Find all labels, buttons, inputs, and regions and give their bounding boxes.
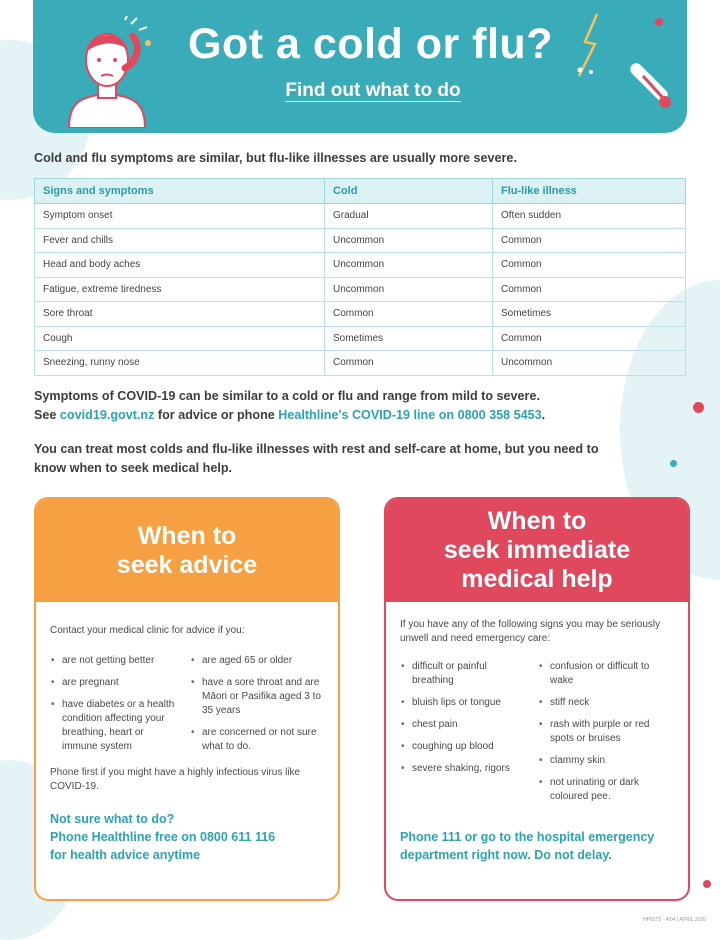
header-dot-red (655, 18, 663, 26)
table-cell: Sometimes (493, 302, 686, 327)
advice-intro: Contact your medical clinic for advice if you: (50, 625, 245, 636)
page-title: Got a cold or flu? (188, 20, 553, 68)
page-subtitle: Find out what to do (285, 80, 461, 101)
list-item: • are aged 65 or older (202, 654, 322, 668)
heading-line: When to (487, 507, 587, 535)
header-banner (33, 0, 687, 133)
heading-line: medical help (461, 565, 613, 593)
immediate-help-heading (386, 499, 688, 602)
urgent-list (400, 660, 530, 812)
list-item: • rash with purple or red spots or bruises (550, 718, 668, 746)
list-item: • are concerned or not sure what to do. (202, 726, 322, 754)
table-row (35, 277, 686, 302)
urgent-list-columns (400, 660, 674, 812)
seek-advice-heading (36, 499, 338, 602)
table-cell: Gradual (325, 204, 493, 229)
list-item: • have a sore throat and are Māori or Pasifika aged 3 to 35 years (202, 676, 322, 718)
heading-line: seek immediate (443, 536, 631, 564)
table-cell: Common (493, 277, 686, 302)
healthline-phone-number[interactable]: 0800 611 116 (200, 830, 276, 844)
advice-note: Phone first if you might have a highly infectious virus like COVID-19. (50, 767, 301, 792)
table-cell: Common (493, 253, 686, 278)
intro-text: Cold and flu symptoms are similar, but flu-like illnesses are usually more severe. (34, 151, 517, 165)
emergency-phone-number[interactable]: 111 (441, 830, 462, 844)
table-header-row (35, 179, 686, 204)
document-code: HP8172 · 4/04 | APRIL 2020 (643, 917, 706, 923)
covid-website-link[interactable]: covid19.govt.nz (59, 408, 155, 422)
covid-healthline-number: Healthline's COVID-19 line on 0800 358 5453 (278, 408, 542, 422)
table-cell: Cough (35, 326, 325, 351)
table-header: Cold (325, 179, 493, 204)
header-dot-orange (145, 40, 151, 46)
lightning-icon (571, 12, 605, 82)
urgent-intro: If you have any of the following signs you may be seriously unwell and need emergency care: (400, 619, 661, 644)
thermometer-icon (619, 58, 677, 124)
callout-line: Phone (400, 830, 442, 844)
table-header: Flu-like illness (493, 179, 686, 204)
list-item: • clammy skin (550, 754, 668, 768)
advice-list (50, 654, 182, 762)
list-item: • bluish lips or tongue (412, 696, 530, 710)
table-cell: Common (493, 326, 686, 351)
table-cell: Common (325, 302, 493, 327)
heading-line: When to (137, 521, 237, 550)
table-cell: Sneezing, runny nose (35, 351, 325, 376)
table-row (35, 302, 686, 327)
table-row (35, 228, 686, 253)
list-item: • chest pain (412, 718, 530, 732)
table-cell: Common (325, 351, 493, 376)
table-cell: Uncommon (325, 228, 493, 253)
list-item: • severe shaking, rigors (412, 762, 530, 776)
advice-list-columns (50, 654, 324, 762)
callout-line: for health advice anytime (50, 848, 201, 862)
list-item: • coughing up blood (412, 740, 530, 754)
callout-line: or go to the hospital emergency department right now. Do not delay. (400, 830, 655, 862)
covid-line1: Symptoms of COVID-19 can be similar to a cold or flu and range from mild to severe. (34, 389, 540, 403)
table-row (35, 204, 686, 229)
table-cell: Head and body aches (35, 253, 325, 278)
decor-dot-red (693, 402, 704, 413)
table-cell: Fever and chills (35, 228, 325, 253)
list-item: • are pregnant (62, 676, 182, 690)
table-cell: Often sudden (493, 204, 686, 229)
table-cell: Sometimes (325, 326, 493, 351)
table-cell: Fatigue, extreme tiredness (35, 277, 325, 302)
decor-dot-teal (670, 460, 677, 467)
treat-paragraph: You can treat most colds and flu-like illnesses with rest and self-care at home, but you need to know when to seek medical help. (34, 442, 599, 475)
list-item: • stiff neck (550, 696, 668, 710)
list-item: • not urinating or dark coloured pee. (550, 776, 668, 804)
decor-dot-red-corner (703, 880, 711, 888)
heading-line: seek advice (116, 550, 258, 579)
seek-advice-card (34, 497, 340, 901)
sick-person-icon (61, 16, 153, 128)
covid-mid: for advice or phone (154, 408, 279, 422)
table-header: Signs and symptoms (35, 179, 325, 204)
seek-advice-body (36, 624, 338, 864)
callout-line: Not sure what to do? (50, 812, 175, 826)
list-item: • confusion or difficult to wake (550, 660, 668, 688)
table-row (35, 253, 686, 278)
immediate-help-card (384, 497, 690, 901)
table-cell: Common (493, 228, 686, 253)
immediate-help-body (386, 618, 688, 864)
table-cell: Sore throat (35, 302, 325, 327)
list-item: • are not getting better (62, 654, 182, 668)
covid-paragraph (34, 387, 674, 425)
list-item: • have diabetes or a health condition affecting your breathing, heart or immune system (62, 698, 182, 754)
table-row (35, 351, 686, 376)
healthline-callout (50, 810, 324, 864)
advice-list (190, 654, 322, 762)
emergency-callout (400, 828, 678, 864)
table-row (35, 326, 686, 351)
urgent-list (538, 660, 668, 812)
callout-line: Phone Healthline free on (50, 830, 201, 844)
table-cell: Uncommon (325, 277, 493, 302)
table-cell: Symptom onset (35, 204, 325, 229)
symptoms-table (34, 178, 686, 376)
table-cell: Uncommon (325, 253, 493, 278)
covid-see: See (34, 408, 60, 422)
list-item: • difficult or painful breathing (412, 660, 530, 688)
covid-end: . (541, 408, 546, 422)
table-cell: Uncommon (493, 351, 686, 376)
